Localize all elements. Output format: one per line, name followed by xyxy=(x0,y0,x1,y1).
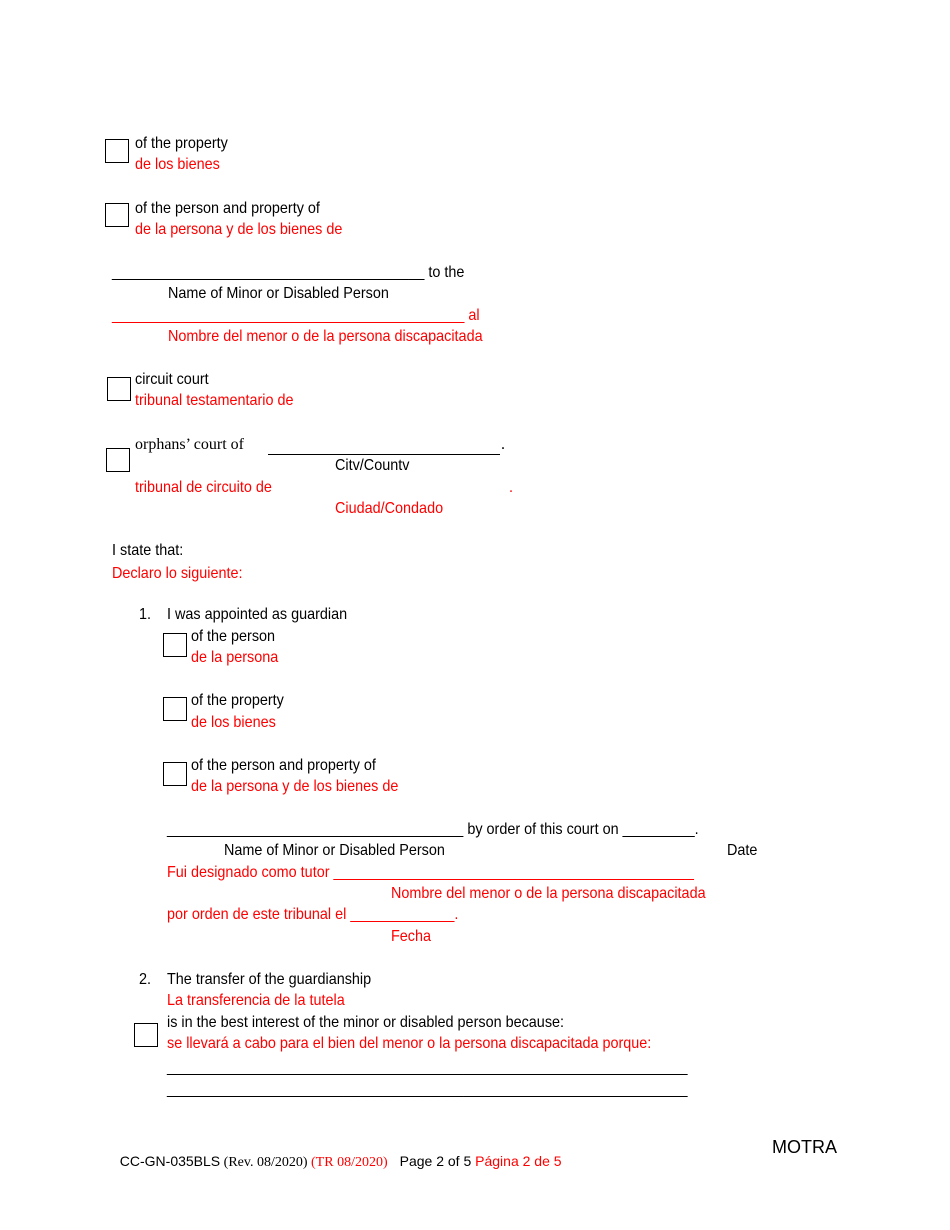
orphans-period-es: . xyxy=(509,479,514,496)
orphans-period-en: . xyxy=(501,436,505,453)
item2-title-en: The transfer of the guardianship xyxy=(167,971,372,988)
circuit-court-checkbox[interactable] xyxy=(107,377,131,401)
item2-reason-es: se llevará a cabo para el bien del menor o la persona discapacitada porque: xyxy=(167,1035,652,1052)
form-tr: (TR 08/2020) xyxy=(307,1155,388,1170)
orphans-court-label-en: orphans’ court of xyxy=(135,436,244,453)
person-property-checkbox[interactable] xyxy=(105,203,129,227)
state-label-en: I state that: xyxy=(112,542,184,559)
person-property-label-es: de la persona y de los bienes de xyxy=(135,221,343,238)
item1-person-label-en: of the person xyxy=(191,628,276,645)
form-id: CC-GN-035BLS xyxy=(119,1153,221,1169)
item2-explanation-line-1[interactable]: _________________________________________________________________ xyxy=(167,1059,688,1076)
item2-explanation-line-2[interactable]: _________________________________________________________________ xyxy=(167,1081,688,1098)
item2-checkbox[interactable] xyxy=(134,1023,158,1047)
item1-designated-es[interactable]: Fui designado como tutor _____________________________________________ xyxy=(167,864,694,881)
orphans-court-checkbox[interactable] xyxy=(106,448,130,472)
city-county-line-en[interactable] xyxy=(268,454,500,455)
page-number-en: Page 2 of 5 xyxy=(399,1153,472,1169)
minor-name-label-en: Name of Minor or Disabled Person xyxy=(168,285,389,302)
minor-name-blank-en[interactable]: _______________________________________ to the xyxy=(112,264,465,281)
form-code: MOTRA xyxy=(772,1137,837,1157)
footer-form-id xyxy=(112,1134,562,1172)
item1-name-label-es: Nombre del menor o de la persona discapacitada xyxy=(391,885,706,902)
item1-person-checkbox[interactable] xyxy=(163,633,187,657)
item1-title-en: I was appointed as guardian xyxy=(167,606,348,623)
item1-date-label-en: Date xyxy=(727,842,758,859)
minor-name-label-es: Nombre del menor o de la persona discapacitada xyxy=(168,328,483,345)
item1-order-es[interactable]: por orden de este tribunal el _____________. xyxy=(167,906,459,923)
item1-person-property-checkbox[interactable] xyxy=(163,762,187,786)
city-label-en: Citv/Countv xyxy=(335,457,410,474)
property-label-en: of the property xyxy=(135,135,228,152)
property-label-es: de los bienes xyxy=(135,156,220,173)
city-label-es: Ciudad/Condado xyxy=(335,500,444,517)
item1-order-line-en[interactable]: _____________________________________ by order of this court on _________. xyxy=(167,821,699,838)
person-property-label-en: of the person and property of xyxy=(135,200,320,217)
circuit-court-label-es: tribunal testamentario de xyxy=(135,392,294,409)
item1-person-label-es: de la persona xyxy=(191,649,279,666)
form-rev: (Rev. 08/2020) xyxy=(220,1155,308,1170)
item1-property-label-en: of the property xyxy=(191,692,284,709)
orphans-court-label-es: tribunal de circuito de xyxy=(135,479,272,496)
property-checkbox[interactable] xyxy=(105,139,129,163)
circuit-court-label-en: circuit court xyxy=(135,371,209,388)
item1-person-property-label-en: of the person and property of xyxy=(191,757,376,774)
item1-property-checkbox[interactable] xyxy=(163,697,187,721)
minor-name-blank-es[interactable]: ____________________________________________ al xyxy=(112,307,480,324)
item2-number: 2. xyxy=(139,971,152,988)
item1-person-property-label-es: de la persona y de los bienes de xyxy=(191,778,399,795)
item1-number: 1. xyxy=(139,606,152,623)
item2-title-es: La transferencia de la tutela xyxy=(167,992,345,1009)
item1-name-label-en: Name of Minor or Disabled Person xyxy=(224,842,445,859)
item2-reason-en: is in the best interest of the minor or disabled person because: xyxy=(167,1014,565,1031)
item1-property-label-es: de los bienes xyxy=(191,714,276,731)
page-number-es: Página 2 de 5 xyxy=(475,1153,562,1169)
item1-date-label-es: Fecha xyxy=(391,928,432,945)
state-label-es: Declaro lo siguiente: xyxy=(112,565,243,582)
